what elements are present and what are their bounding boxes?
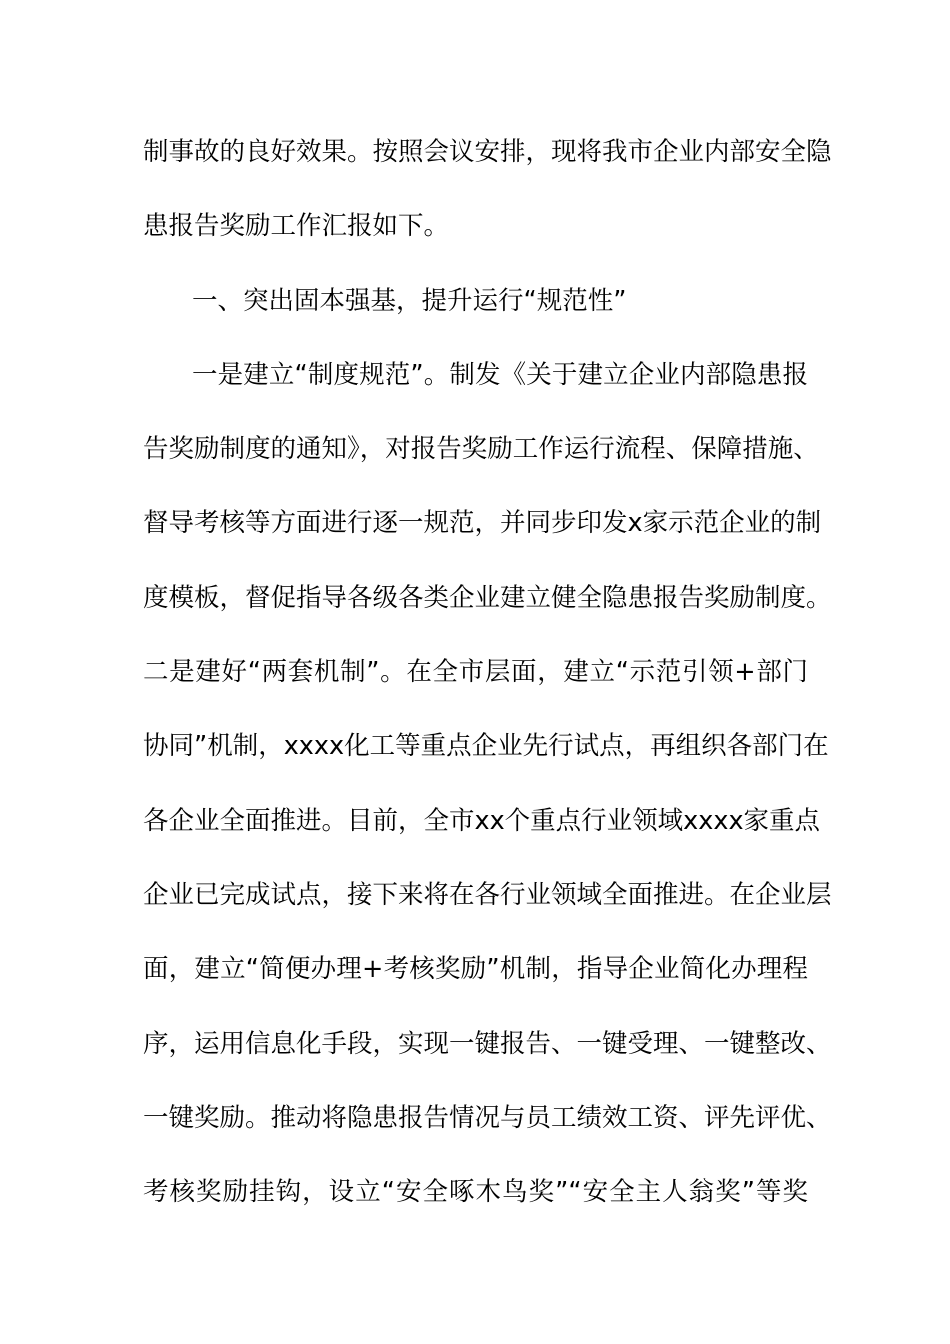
text-line: 患报告奖励工作汇报如下。: [143, 211, 450, 242]
section-heading: 一、突出固本强基，提升运行“规范性”: [192, 285, 627, 316]
text-line: 面，建立“简便办理+考核奖励”机制，指导企业简化办理程: [143, 954, 808, 985]
text-line: 二是建好“两套机制”。在全市层面，建立“示范引领+部门: [143, 657, 808, 688]
text-line: 度模板，督促指导各级各类企业建立健全隐患报告奖励制度。: [143, 582, 832, 613]
text-line: 一是建立“制度规范”。制发《关于建立企业内部隐患报: [192, 359, 808, 390]
text-line: 协同”机制，xxxx化工等重点企业先行试点，再组织各部门在: [143, 731, 829, 762]
text-line: 序，运用信息化手段，实现一键报告、一键受理、一键整改、: [143, 1028, 832, 1059]
text-line: 一键奖励。推动将隐患报告情况与员工绩效工资、评先评优、: [143, 1102, 832, 1133]
text-line: 考核奖励挂钩，设立“安全啄木鸟奖”“安全主人翁奖”等奖: [143, 1177, 808, 1208]
text-line: 企业已完成试点，接下来将在各行业领域全面推进。在企业层: [143, 879, 832, 910]
text-line: 告奖励制度的通知》，对报告奖励工作运行流程、保障措施、: [143, 434, 819, 465]
text-line: 制事故的良好效果。按照会议安排，现将我市企业内部安全隐: [143, 137, 832, 167]
body-text: [143, 132, 832, 1246]
text-line: 督导考核等方面进行逐一规范，并同步印发x家示范企业的制: [143, 508, 822, 539]
text-line: 各企业全面推进。目前，全市xx个重点行业领域xxxx家重点: [143, 805, 821, 836]
